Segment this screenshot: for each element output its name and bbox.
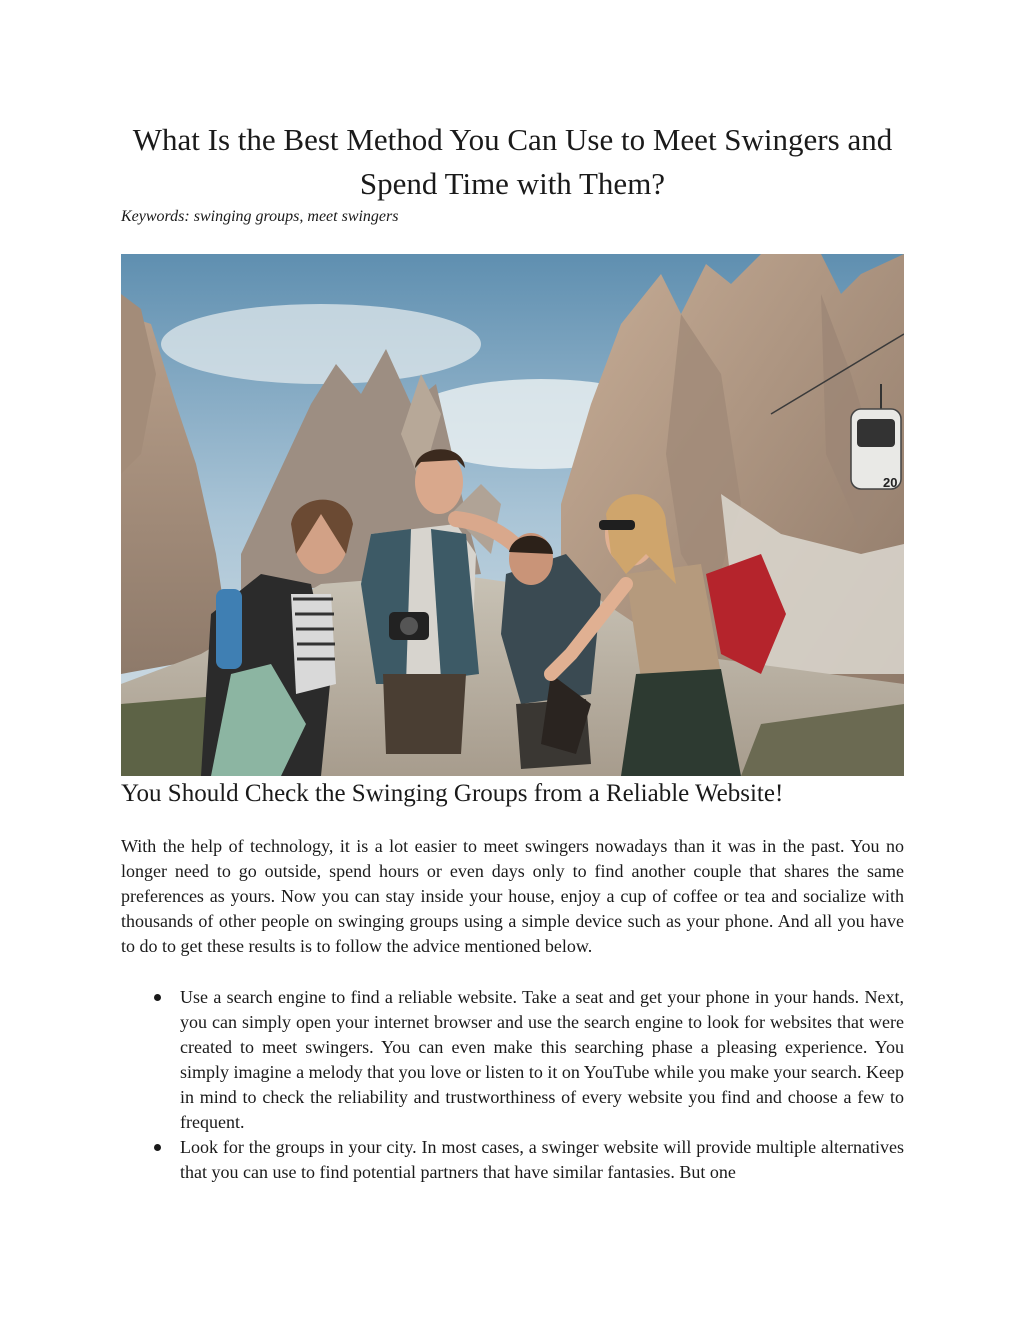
cable-car-number: 20 <box>883 475 898 490</box>
keywords-line: Keywords: swinging groups, meet swingers <box>121 208 399 225</box>
section-heading: You Should Check the Swinging Groups from a Reliable Website! <box>121 780 784 807</box>
advice-list <box>121 985 904 1185</box>
hero-photo <box>121 254 904 776</box>
list-item <box>121 1135 904 1185</box>
bullet-icon <box>154 1144 161 1151</box>
list-item <box>121 985 904 1135</box>
hiking-friends-mountains-photo <box>121 254 904 776</box>
list-item-text: Use a search engine to find a reliable website. Take a seat and get your phone in your hands. Next, you can simply open your internet browser and use the search engine to look for websites that were created to meet swingers. You can even make this searching phase a pleasing experience. You simply imagine a melody that you love or listen to it on YouTube while you make your search. Keep in mind to check the reliability and trustworthiness of every website you find and choose a few to frequent. <box>180 987 904 1132</box>
article-title: What Is the Best Method You Can Use to Meet Swingers and Spend Time with Them? <box>132 122 893 201</box>
intro-paragraph: With the help of technology, it is a lot easier to meet swingers nowadays than it was in the past. You no longer need to go outside, spend hours or even days only to find another couple that shares the same preferences as yours. Now you can stay inside your house, enjoy a cup of coffee or tea and socialize with thousands of other people on swinging groups using a simple device such as your phone. And all you have to do to get these results is to follow the advice mentioned below. <box>121 836 904 956</box>
article-header <box>121 118 904 228</box>
bullet-icon <box>154 994 161 1001</box>
list-item-text: Look for the groups in your city. In most cases, a swinger website will provide multiple alternatives that you can use to find potential partners that have similar fantasies. But one <box>180 1137 904 1182</box>
